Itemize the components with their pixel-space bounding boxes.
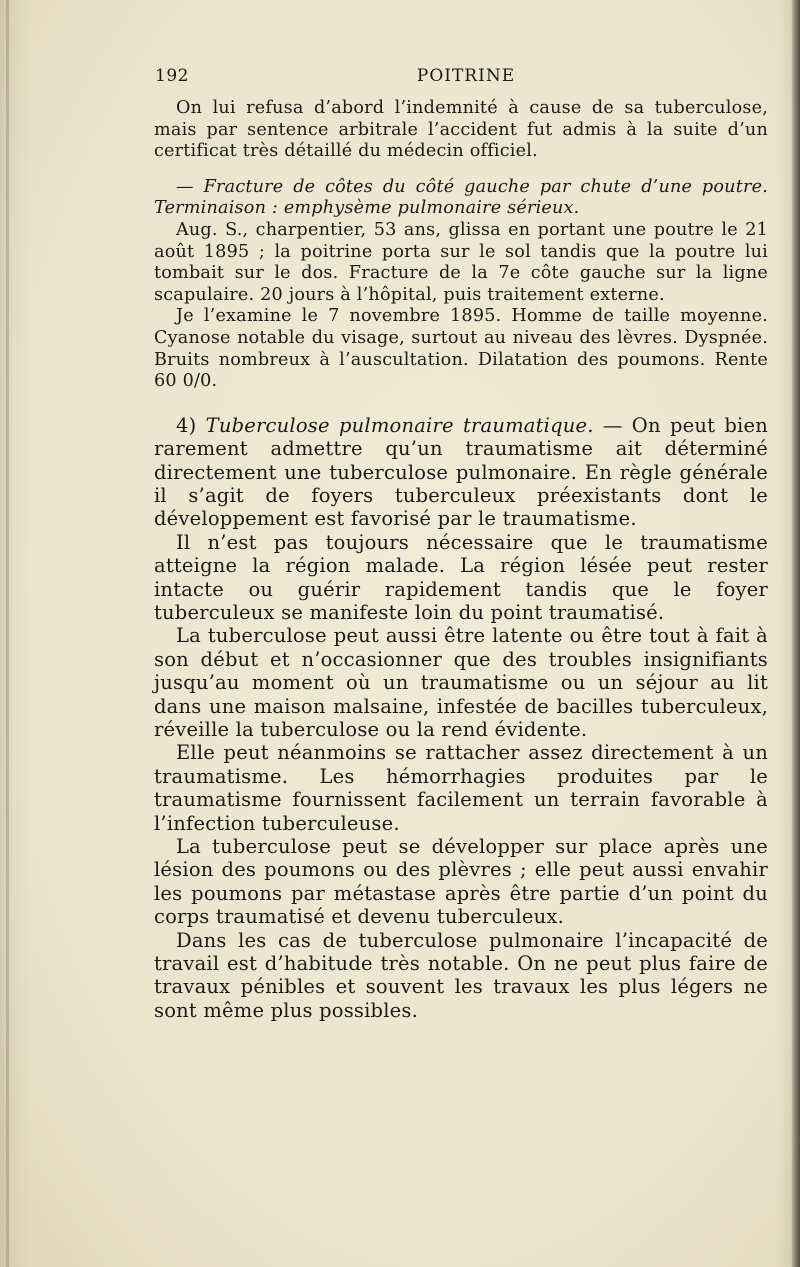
- page-edge-shadow: [792, 0, 800, 1267]
- case-title-text: Fracture de côtes du côté gauche par chute d’une poutre. Terminaison : emphysème pulmonaire sérieux.: [154, 176, 769, 219]
- paragraph: Je l’examine le 7 novembre 1895. Homme de taille moyenne. Cyanose notable du visage, surtout au niveau des lèvres. Dyspnée. Bruits nombreux à l’auscultation. Dilatation des poumons. Rente 60 0/0.: [154, 306, 768, 392]
- case-title-dash: —: [176, 176, 204, 197]
- page-number: 192: [155, 66, 189, 86]
- section-title: Tuberculose pulmonaire traumatique.: [205, 413, 594, 437]
- paragraph: Dans les cas de tuberculose pulmonaire l’incapacité de travail est d’habitude très notable. On ne peut plus faire de travaux pénibles et souvent les travaux les plus légers ne sont même plus possibles.: [154, 928, 768, 1022]
- page-gutter-shadow: [6, 0, 9, 1267]
- paragraph: La tuberculose peut aussi être latente ou être tout à fait à son début et n’occasionner que des troubles insignifiants jusqu’au moment où un traumatisme ou un séjour au lit dans une maison malsaine, infestée de bacilles tuberculeux, réveille la tuberculose ou la rend évidente.: [154, 624, 768, 741]
- paragraph: Il n’est pas toujours nécessaire que le traumatisme atteigne la région malade. La région lésée peut rester intacte ou guérir rapidement tandis que le foyer tuberculeux se manifeste loin du point traumatisé.: [154, 530, 768, 624]
- paragraph: La tuberculose peut se développer sur place après une lésion des poumons ou des plèvres ; elle peut aussi envahir les poumons par métastase après être partie d’un point du corps traumatisé et devenu tuberculeux.: [154, 835, 768, 929]
- paragraph: Elle peut néanmoins se rattacher assez directement à un traumatisme. Les hémorrhagies produites par le traumatisme fournissent facilement un terrain favorable à l’infection tuberculeuse.: [154, 741, 768, 835]
- section-number: 4): [176, 413, 206, 437]
- body-text: [154, 98, 768, 1022]
- paragraph: Aug. S., charpentier, 53 ans, glissa en portant une poutre le 21 août 1895 ; la poitrine porta sur le sol tandis que la poutre lui tombait sur le dos. Fracture de la 7e côte gauche sur la ligne scapulaire. 20 jours à l’hôpital, puis traitement externe.: [154, 219, 768, 305]
- running-title: POITRINE: [416, 66, 516, 86]
- paragraph: On lui refusa d’abord l’indemnité à cause de sa tuberculose, mais par sentence arbitrale l’accident fut admis à la suite d’un certificat très détaillé du médecin officiel.: [154, 98, 768, 162]
- section-heading-paragraph: [154, 414, 768, 531]
- running-header: [155, 66, 767, 90]
- case-title: [154, 177, 768, 220]
- section-intro: — On peut bien rarement admettre qu’un traumatisme ait déterminé directement une tuberculose pulmonaire. En règle générale il s’agit de foyers tuberculeux préexistants dont le développement est favorisé par le traumatisme.: [154, 413, 768, 531]
